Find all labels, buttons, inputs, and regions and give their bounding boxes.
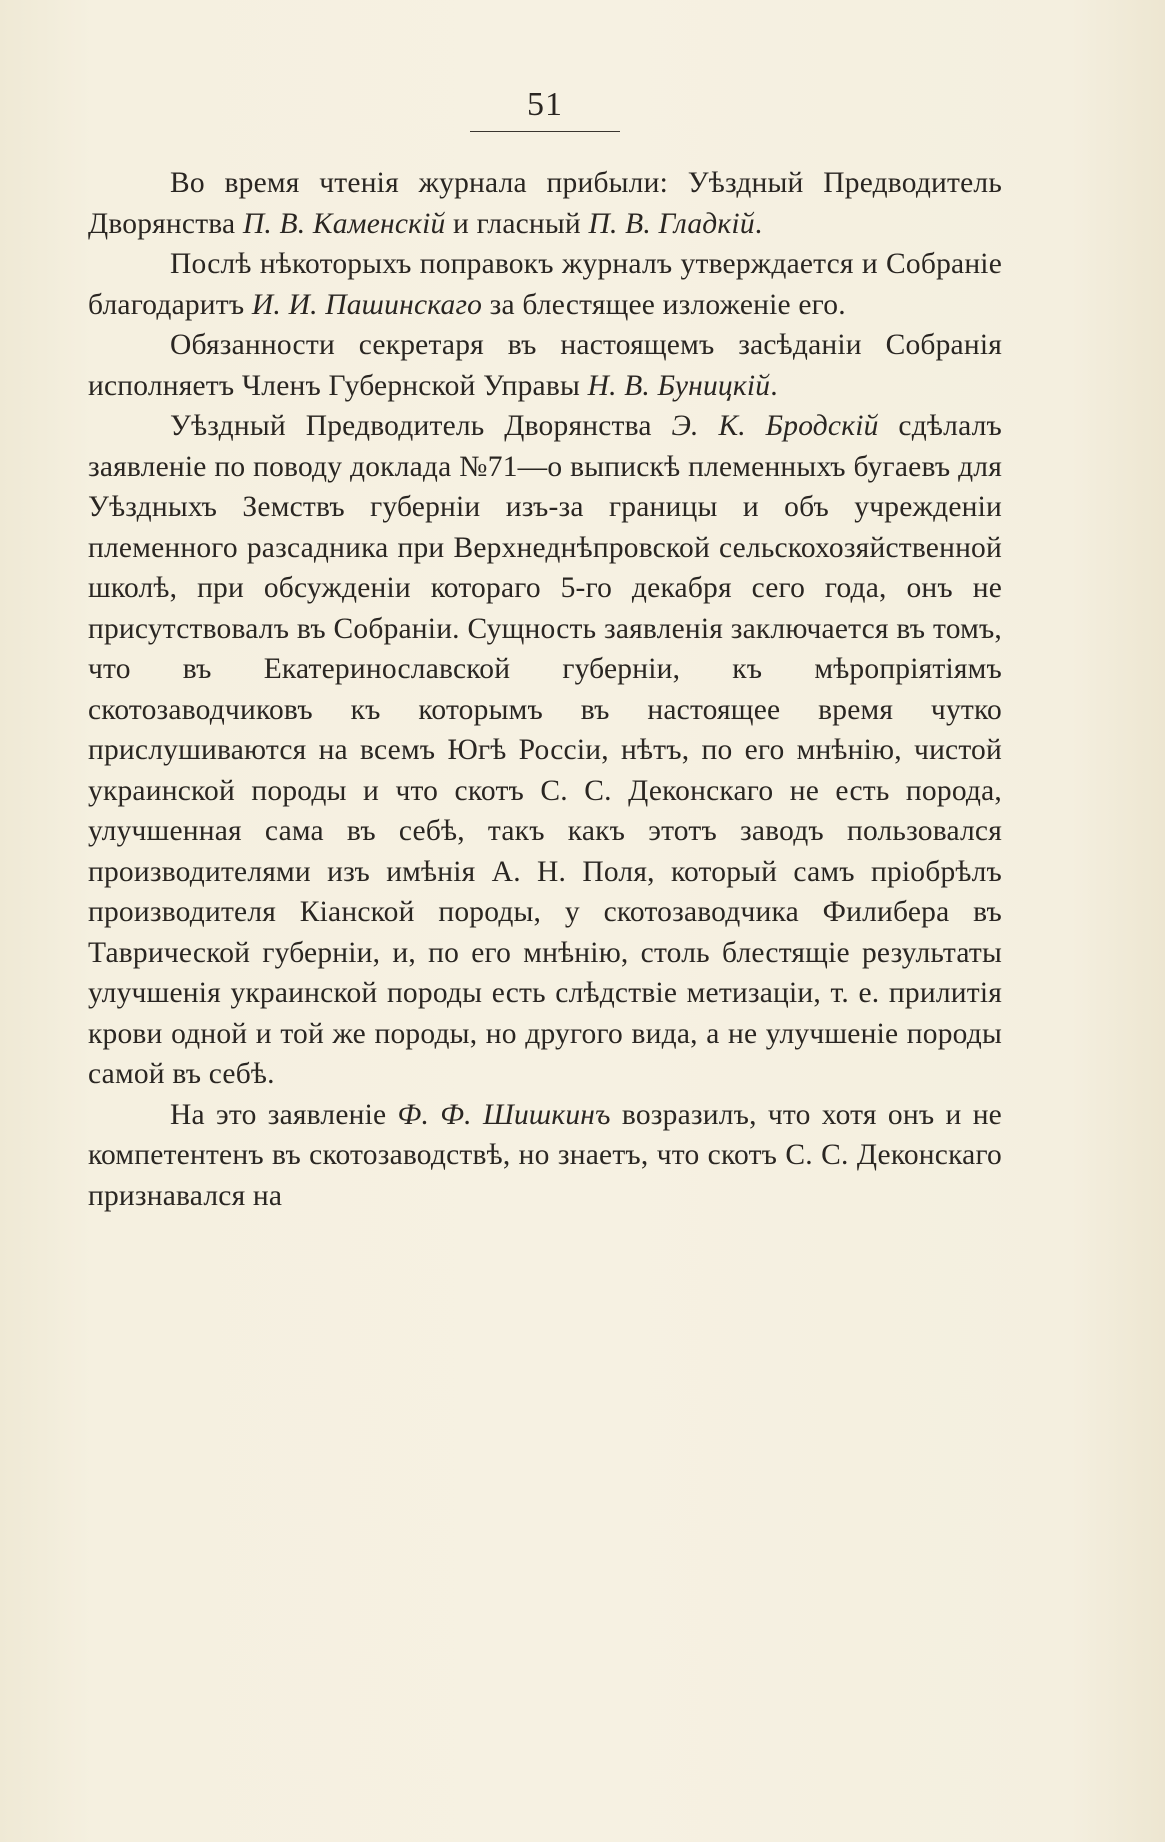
person-name: И. И. Пашинскаго <box>251 288 483 321</box>
person-name: Э. К. Бродскій <box>671 410 879 442</box>
person-name: Н. В. Буницкій <box>587 369 771 402</box>
person-name: Ф. Ф. Шишкинъ <box>397 1098 611 1131</box>
person-name: П. В. Гладкій <box>588 207 755 240</box>
header-rule <box>470 131 620 132</box>
page-number: 51 <box>527 86 563 123</box>
paragraph-journal-approved: Послѣ нѣкоторыхъ поправокъ журналъ утверждается и Собраніе благодаритъ И. И. Пашинскаго за блестящее изложеніе его. <box>88 248 1002 321</box>
paragraph-shishkin-reply: На это заявленіе Ф. Ф. Шишкинъ возразилъ, что хотя онъ и не компетентенъ въ скотозаводствѣ, но знаетъ, что скотъ С. С. Деконскаго признавался на <box>88 1098 1002 1212</box>
body-text <box>88 163 1002 1216</box>
person-name: П. В. Каменскій <box>242 207 446 240</box>
paragraph-secretary: Обязанности секретаря въ настоящемъ засѣданіи Собранія исполняетъ Членъ Губернской Управы Н. В. Буницкій. <box>88 329 1002 402</box>
paragraph-arrivals: Во время чтенія журнала прибыли: Уѣздный Предводитель Дворянства П. В. Каменскій и гласный П. В. Гладкій. <box>88 167 1002 240</box>
paragraph-brodsky-statement: Уѣздный Предводитель Дворянства Э. К. Бродскій сдѣлалъ заявленіе по поводу доклада №71—о выпискѣ племенныхъ бугаевъ для Уѣздныхъ Земствъ губерніи изъ-за границы и объ учрежденіи племенного разсадника при Верхнеднѣпровской сельскохозяйственной школѣ, при обсужденіи котораго 5-го декабря сего года, онъ не присутствовалъ въ Собраніи. Сущность заявленія заключается въ томъ, что въ Екатеринославской губерніи, къ мѣропріятіямъ скотозаводчиковъ къ которымъ въ настоящее время чутко прислушиваются на всемъ Югѣ Россіи, нѣтъ, по его мнѣнію, чистой украинской породы и что скотъ С. С. Деконскаго не есть порода, улучшенная сама въ себѣ, такъ какъ этотъ заводъ пользовался производителями изъ имѣнія А. Н. Поля, который самъ пріобрѣлъ производителя Кіанской породы, у скотозаводчика Филибера въ Таврической губерніи, и, по его мнѣнію, столь блестящіе результаты улучшенія украинской породы есть слѣдствіе метизаціи, т. е. прилитія крови одной и той же породы, но другого вида, а не улучшеніе породы самой въ себѣ. <box>88 410 1002 1090</box>
